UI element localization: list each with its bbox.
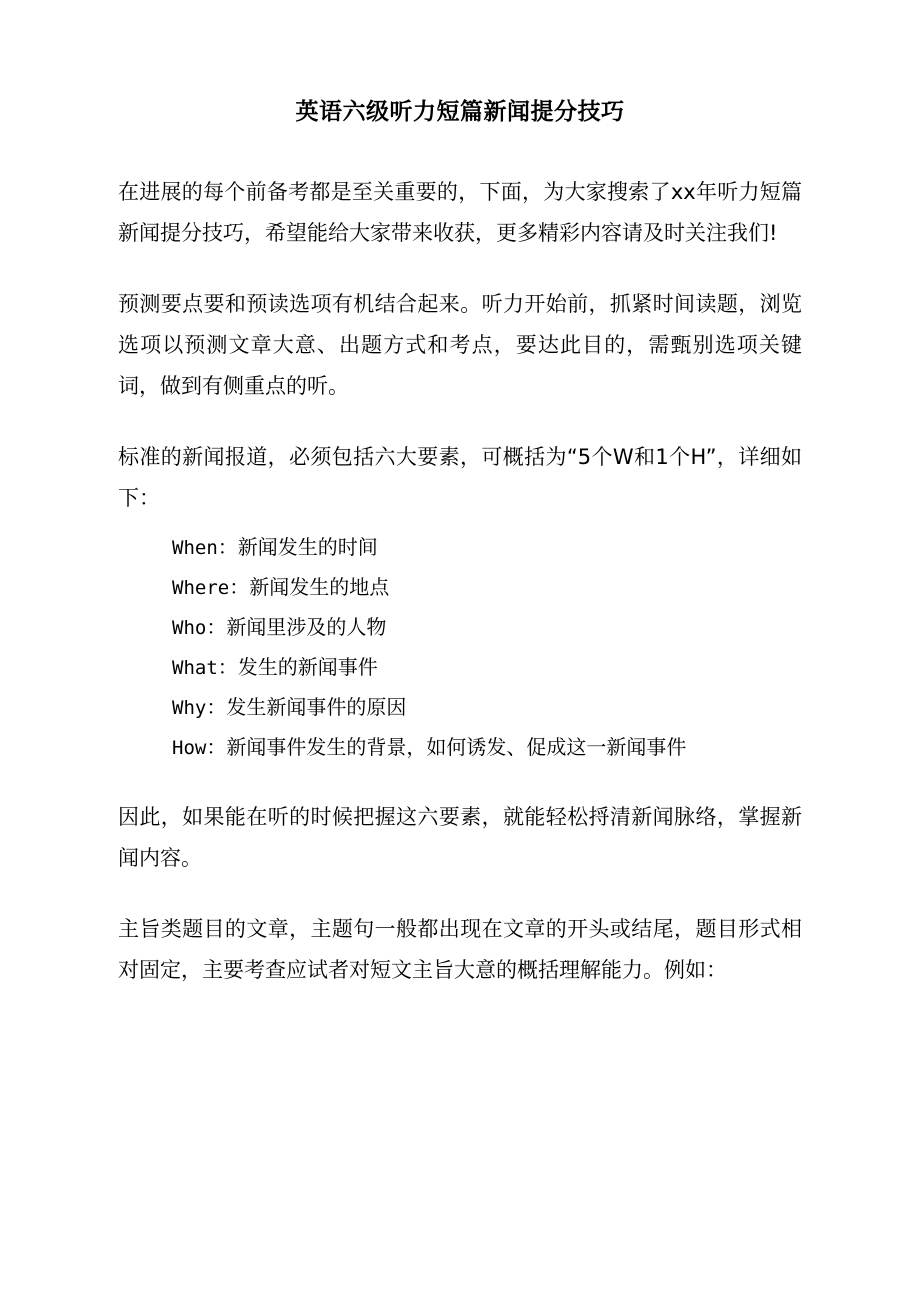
- list-item: [118, 647, 802, 687]
- paragraph-news-elements-intro: 标准的新闻报道，必须包括六大要素，可概括为“5个W和1个H”，详细如下：: [118, 444, 802, 510]
- paragraph-prediction: 预测要点要和预读选项有机结合起来。听力开始前，抓紧时间读题，浏览选项以预测文章大意、出题方式和考点，要达此目的，需甄别选项关键词，做到有侧重点的听。: [118, 292, 802, 398]
- page-title: 英语六级听力短篇新闻提分技巧: [295, 99, 625, 125]
- list-item-label: Who: [172, 616, 207, 639]
- list-item-label: What: [172, 656, 218, 679]
- paragraph-main-idea: 主旨类题目的文章，主题句一般都出现在文章的开头或结尾，题目形式相对固定，主要考查应试者对短文主旨大意的概括理解能力。例如：: [118, 916, 802, 982]
- list-item-separator: ：: [217, 534, 238, 559]
- news-elements-list: [118, 527, 802, 767]
- list-item-separator: ：: [206, 734, 227, 759]
- list-item-text: 发生的新闻事件: [237, 654, 378, 679]
- list-item: [118, 687, 802, 727]
- list-item-text: 新闻发生的时间: [237, 534, 378, 559]
- list-item: [118, 727, 802, 767]
- list-item: [118, 567, 802, 607]
- list-item-separator: ：: [206, 694, 227, 719]
- paragraph-intro: 在进展的每个前备考都是至关重要的，下面，为大家搜索了xx年听力短篇新闻提分技巧，希望能给大家带来收获，更多精彩内容请及时关注我们!: [118, 180, 802, 246]
- list-item-separator: ：: [206, 614, 227, 639]
- list-item-text: 新闻事件发生的背景，如何诱发、促成这一新闻事件: [226, 734, 687, 759]
- list-item-separator: ：: [229, 574, 250, 599]
- list-item-text: 新闻里涉及的人物: [226, 614, 387, 639]
- list-item-label: Why: [172, 696, 207, 719]
- list-item-text: 新闻发生的地点: [249, 574, 390, 599]
- list-item: [118, 607, 802, 647]
- list-item: [118, 527, 802, 567]
- list-item-separator: ：: [217, 654, 238, 679]
- list-item-label: Where: [172, 576, 230, 599]
- list-item-text: 发生新闻事件的原因: [226, 694, 407, 719]
- list-item-label: How: [172, 736, 207, 759]
- list-item-label: When: [172, 536, 218, 559]
- paragraph-conclusion: 因此，如果能在听的时候把握这六要素，就能轻松捋清新闻脉络，掌握新闻内容。: [118, 804, 802, 870]
